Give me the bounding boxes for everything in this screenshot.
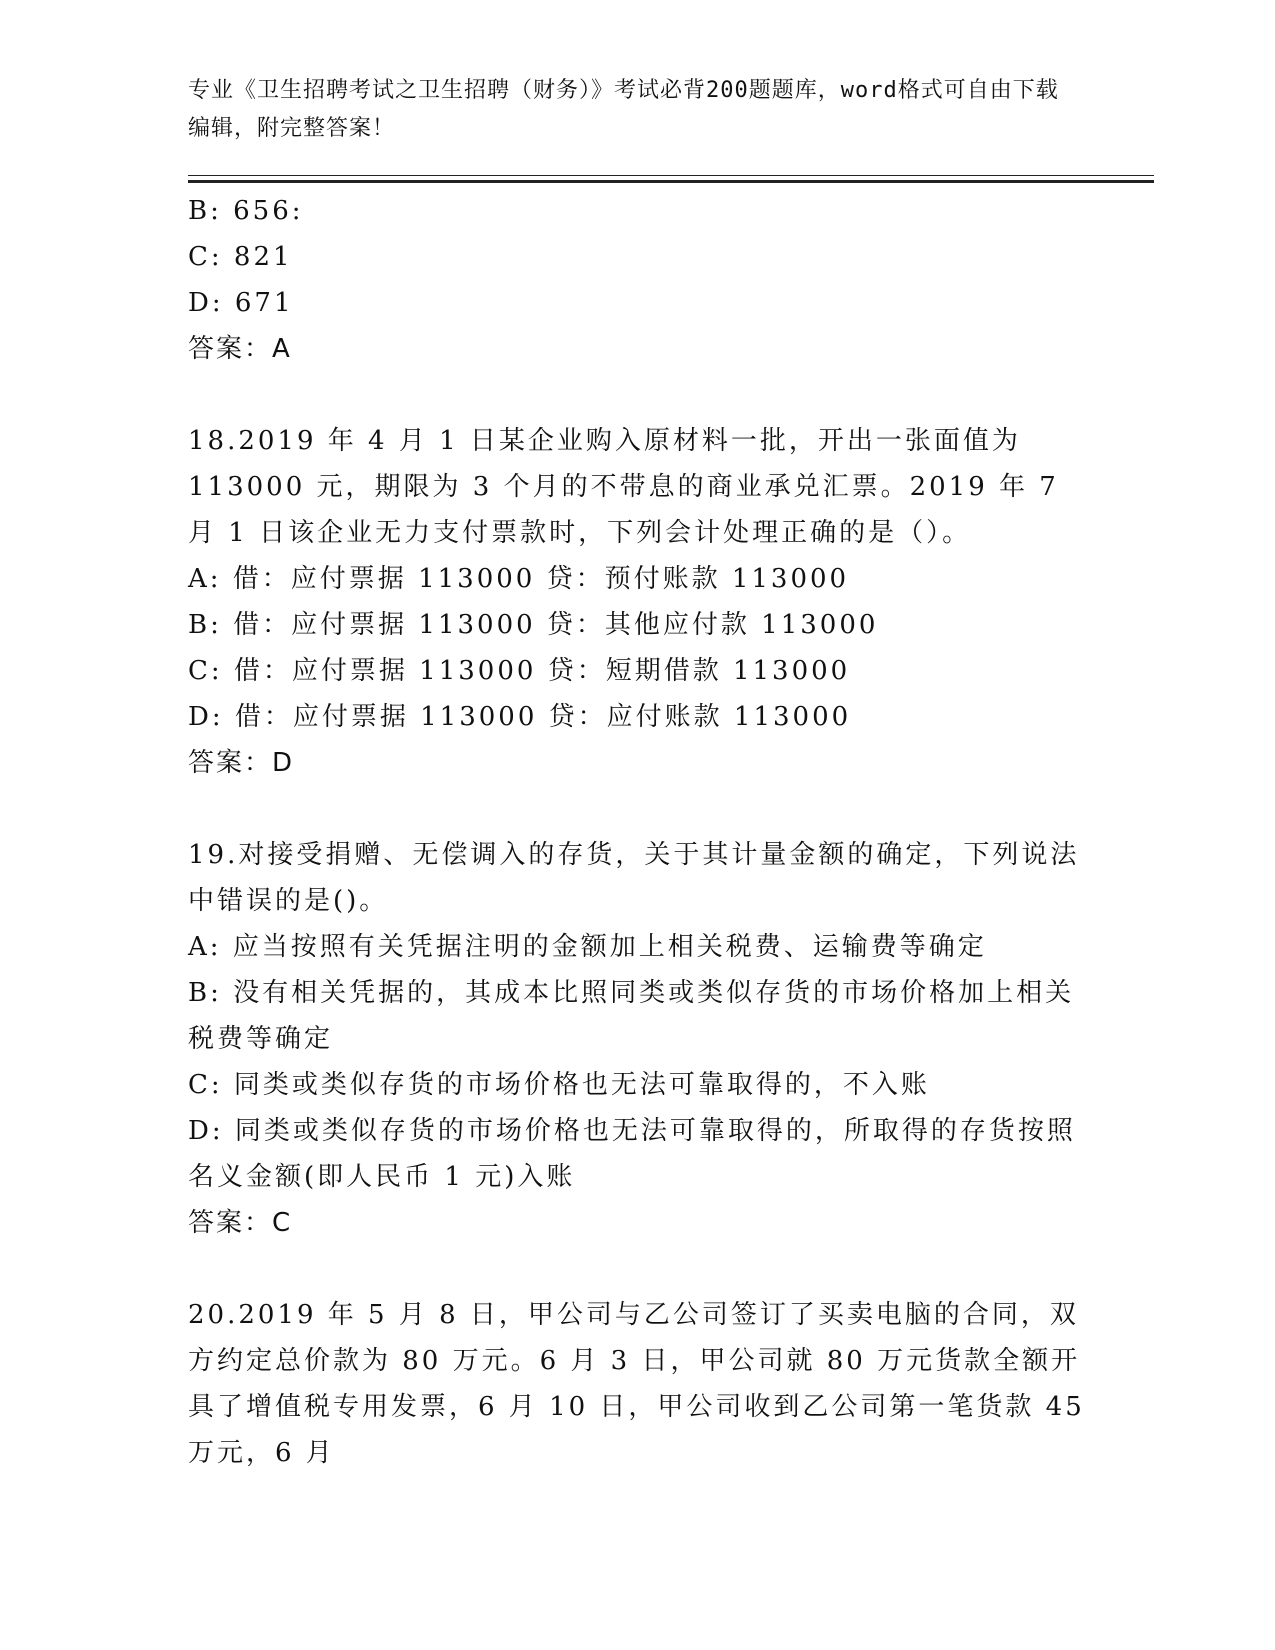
question-19 — [188, 832, 1088, 1246]
answer-line: 答案：C — [188, 1208, 293, 1238]
question-content — [188, 188, 1088, 1476]
question-20 — [188, 1292, 1088, 1476]
page-header — [188, 72, 1068, 148]
answer-line: 答案：D — [188, 748, 295, 778]
question-stem: 20.2019 年 5 月 8 日，甲公司与乙公司签订了买卖电脑的合同，双方约定总价款为 80 万元。6 月 3 日，甲公司就 80 万元货款全额开具了增值税专用发票，6 月 10 日，甲公司收到乙公司第一笔货款 45 万元，6 月 — [188, 1300, 1085, 1468]
option-d: D: 671 — [188, 288, 294, 318]
question-stem: 18.2019 年 4 月 1 日某企业购入原材料一批，开出一张面值为 113000 元，期限为 3 个月的不带息的商业承兑汇票。2019 年 7 月 1 日该企业无力支付票款时，下列会计处理正确的是（）。 — [188, 426, 1059, 548]
option-c: C: 821 — [188, 242, 293, 272]
spacer — [188, 786, 1088, 832]
spacer — [188, 1246, 1088, 1292]
option-b: B: 656: — [188, 196, 304, 226]
header-divider-thin — [188, 175, 1154, 176]
option-d: D: 同类或类似存货的市场价格也无法可靠取得的，所取得的存货按照名义金额(即人民币 1 元)入账 — [188, 1116, 1076, 1192]
header-title: 专业《卫生招聘考试之卫生招聘（财务）》考试必背200题题库，word格式可自由下载编辑，附完整答案！ — [188, 78, 1059, 141]
option-a: A: 借：应付票据 113000 贷：预付账款 113000 — [188, 564, 850, 594]
question-18 — [188, 418, 1088, 786]
option-c: C: 借：应付票据 113000 贷：短期借款 113000 — [188, 656, 851, 686]
option-d: D: 借：应付票据 113000 贷：应付账款 113000 — [188, 702, 852, 732]
spacer — [188, 372, 1088, 418]
carryover-block — [188, 188, 1088, 372]
option-a: A: 应当按照有关凭据注明的金额加上相关税费、运输费等确定 — [188, 932, 987, 962]
option-c: C: 同类或类似存货的市场价格也无法可靠取得的，不入账 — [188, 1070, 930, 1100]
answer-line: 答案：A — [188, 334, 292, 364]
header-divider-thick — [188, 180, 1154, 183]
option-b: B: 借：应付票据 113000 贷：其他应付款 113000 — [188, 610, 879, 640]
option-b: B: 没有相关凭据的，其成本比照同类或类似存货的市场价格加上相关税费等确定 — [188, 978, 1075, 1054]
question-stem: 19.对接受捐赠、无偿调入的存货，关于其计量金额的确定，下列说法中错误的是()。 — [188, 840, 1080, 916]
